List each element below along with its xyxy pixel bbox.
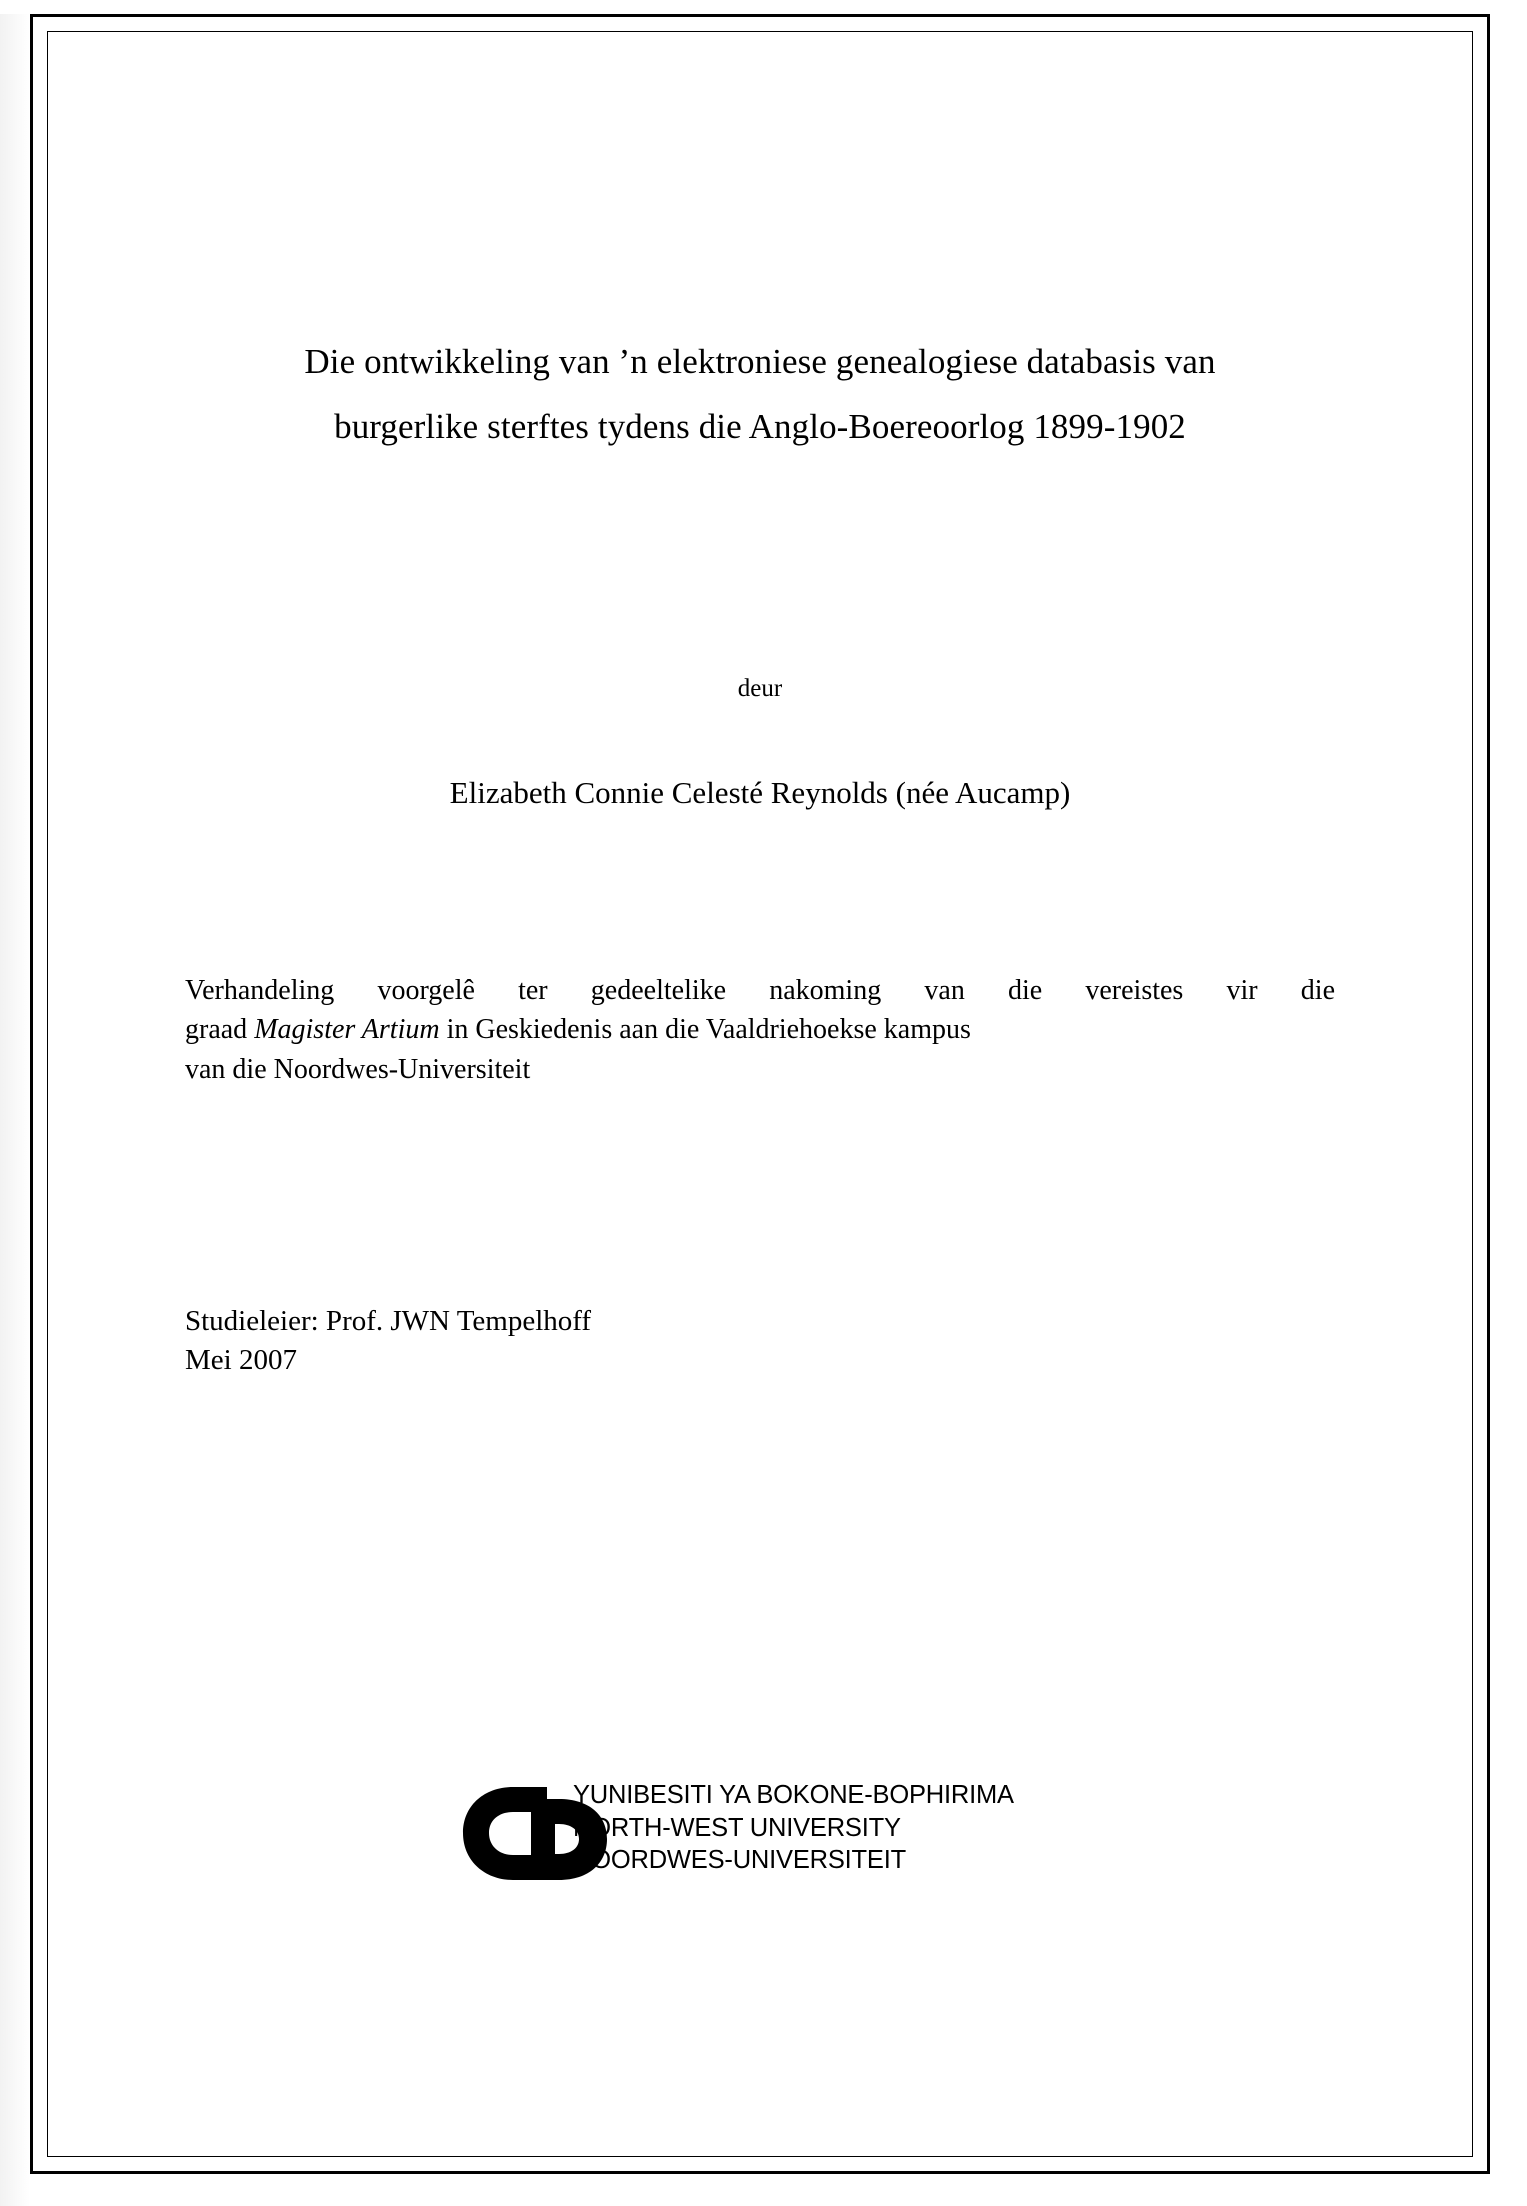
title-page-content	[185, 330, 1335, 1381]
title-line-1: Die ontwikkeling van ’n elektroniese genealogiese databasis van	[304, 342, 1216, 381]
logo-line-3: NOORDWES-UNIVERSITEIT	[573, 1846, 906, 1875]
page-title	[185, 330, 1335, 460]
submission-line-2-prefix: graad	[185, 1014, 255, 1046]
submission-line-1: Verhandeling voorgelê ter gedeeltelike nakoming van die vereistes vir die	[185, 974, 1335, 1006]
logo-line-1: YUNIBESITI YA BOKONE-BOPHIRIMA	[573, 1781, 1014, 1809]
supervisor-name: Studieleier: Prof. JWN Tempelhoff	[185, 1304, 592, 1337]
scan-edge-top	[0, 0, 1527, 14]
submission-line-3: van die Noordwes-Universiteit	[185, 1054, 531, 1085]
university-logo-text	[573, 1779, 1014, 1877]
submission-line-2	[185, 1010, 1335, 1050]
title-line-2: burgerlike sterftes tydens die Anglo-Boereoorlog 1899-1902	[334, 406, 1186, 446]
degree-name: Magister Artium	[254, 1014, 440, 1046]
submission-date: Mei 2007	[185, 1344, 297, 1377]
submission-line-2-suffix: in Geskiedenis aan die Vaaldriehoekse kampus	[439, 1014, 971, 1046]
university-logo	[455, 1775, 1095, 1895]
scan-edge-shadow	[0, 0, 30, 2206]
submission-statement	[185, 811, 1335, 1090]
logo-line-2: NORTH-WEST UNIVERSITY	[573, 1813, 901, 1842]
supervisor-block	[185, 1090, 1335, 1381]
by-label: deur	[737, 674, 783, 702]
author-name: Elizabeth Connie Celesté Reynolds (née Aucamp)	[449, 774, 1071, 810]
